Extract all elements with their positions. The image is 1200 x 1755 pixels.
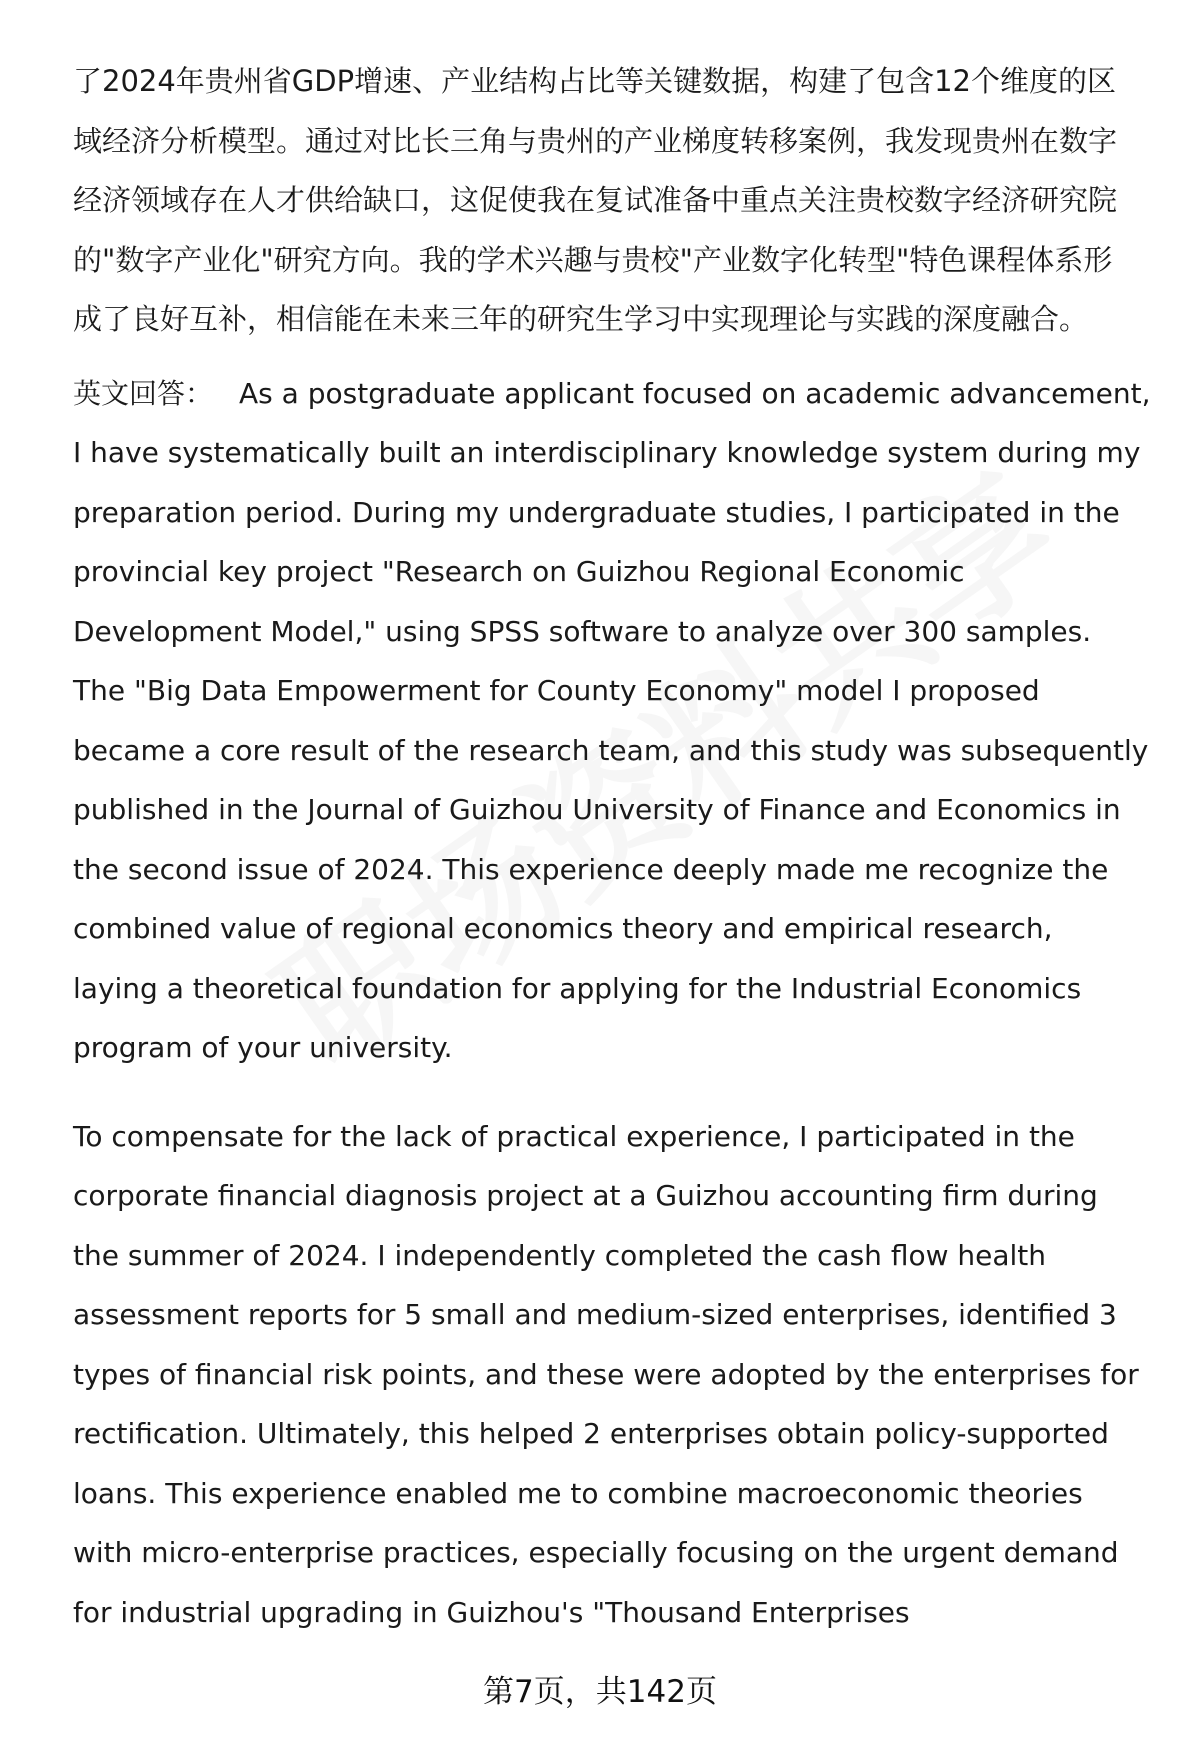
text-line: I have systematically built an interdisciplinary knowledge system during my (73, 436, 1141, 469)
paragraph-spacer (73, 350, 1153, 364)
text-line: 域经济分析模型。通过对比长三角与贵州的产业梯度转移案例，我发现贵州在数字 (73, 123, 1118, 158)
text-line: To compensate for the lack of practical experience, I participated in the (73, 1119, 1075, 1153)
text-line: corporate financial diagnosis project at a Guizhou accounting firm during (73, 1179, 1098, 1212)
text-line: rectification. Ultimately, this helped 2 enterprises obtain policy-supported (73, 1417, 1109, 1450)
text-line: combined value of regional economics theory and empirical research, (73, 912, 1053, 945)
document-page (73, 52, 1153, 1642)
text-line: the second issue of 2024. This experience deeply made me recognize the (73, 852, 1109, 886)
text-line: loans. This experience enabled me to combine macroeconomic theories (73, 1476, 1083, 1510)
text-line: published in the Journal of Guizhou University of Finance and Economics in (73, 793, 1121, 826)
intro-paragraph (73, 52, 1153, 350)
text-line: program of your university. (73, 1031, 453, 1064)
text-line: Development Model," using SPSS software to analyze over 300 samples. (73, 614, 1092, 648)
text-line: laying a theoretical foundation for applying for the Industrial Economics (73, 971, 1082, 1005)
paragraph-spacer (73, 1078, 1153, 1107)
page-number: 第7页，共142页 (483, 1674, 717, 1710)
text-line: 成了良好互补，相信能在未来三年的研究生学习中实现理论与实践的深度融合。 (73, 302, 1089, 336)
text-line: 经济领域存在人才供给缺口，这促使我在复试准备中重点关注贵校数字经济研究院 (73, 183, 1118, 217)
text-line: provincial key project "Research on Guizhou Regional Economic (73, 555, 965, 588)
text-line: the summer of 2024. I independently completed the cash flow health (73, 1238, 1047, 1272)
text-line: became a core result of the research team, and this study was subsequently (73, 733, 1149, 767)
text-line: 的"数字产业化"研究方向。我的学术兴趣与贵校"产业数字化转型"特色课程体系形 (73, 242, 1113, 277)
text-line: The "Big Data Empowerment for County Economy" model I proposed (73, 674, 1040, 707)
english-answer-first-line: As a postgraduate applicant focused on academic advancement, (239, 376, 1151, 410)
practical-experience-paragraph (73, 1107, 1153, 1643)
text-line: types of financial risk points, and these were adopted by the enterprises for (73, 1357, 1139, 1391)
english-answer-paragraph (73, 364, 1153, 1078)
english-answer-label: 英文回答： (73, 376, 214, 410)
text-line: for industrial upgrading in Guizhou's "Thousand Enterprises (73, 1595, 910, 1629)
text-line (73, 364, 1153, 424)
text-line: assessment reports for 5 small and medium-sized enterprises, identified 3 (73, 1298, 1117, 1331)
text-line: with micro-enterprise practices, especially focusing on the urgent demand (73, 1536, 1119, 1569)
text-line: preparation period. During my undergraduate studies, I participated in the (73, 495, 1120, 529)
text-line: 了2024年贵州省GDP增速、产业结构占比等关键数据，构建了包含12个维度的区 (73, 64, 1116, 98)
